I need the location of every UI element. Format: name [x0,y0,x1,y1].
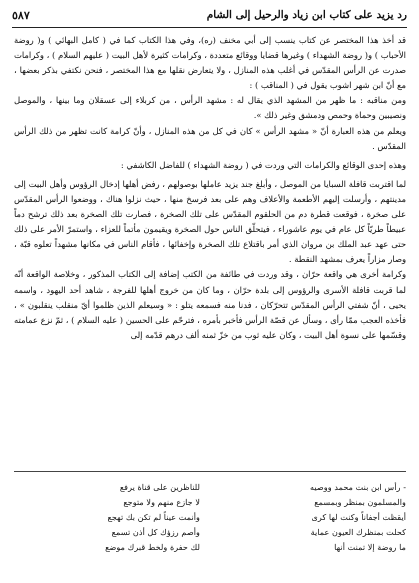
poem-second-hemistich: لا جازع منهم ولا متوجع [123,497,200,507]
paragraph: وهذه إحدى الوقائع والكرامات التي وردت في ( روضة الشهداء ) للفاضل الكاشفي : [120,159,406,170]
footnote-separator [14,471,406,472]
poem-first-hemistich: ما روضة إلا تمنت أنها [334,542,406,552]
poem-second-hemistich: لك حفرة ولخط قبرك موضع [105,542,200,552]
poem-line [18,540,406,555]
paragraph: ويعلم من هذه العبارة أنّ « مشهد الرأس » كان في كل من هذه المنازل ، وأنّ كرامة كانت تظهر من ذلك الرأس المقدّس . [14,125,406,151]
poem-first-hemistich: أيقظت أجفاناً وكنت لها كرى [311,512,406,522]
poem-first-hemistich: والمسلمون بمنظر وبمسمع [314,497,406,507]
poem-second-hemistich: وأنمت عيناً لم تكن بك تهجع [107,512,200,522]
poem-footnote [18,480,406,555]
running-title: رد يزيد على كتاب ابن زياد والرحيل إلى الشام [206,9,407,21]
poem-line [18,510,406,525]
poem-first-hemistich: كحلت بمنظرك العيون عماية [310,527,406,537]
poem-line [18,525,406,540]
paragraph: قد أخذ هذا المختصر عن كتاب ينسب إلى أبي مخنف (ره)، وفي هذا الكتاب كما في ( كامل البهائي ) و( روضة الأحباب ) و( روضة الشهداء ) وغيرها قضايا ووقائع متعددة ، وكرامات كثيرة لأهل البيت ( عليهم السلام ) ، وكرامات صدرت عن الرأس المقدّس في أغلب هذه المنازل ، ولا يتعارض نقلها مع هذا المختصر ، فنحن نكتفي بذكر بعضها ، مع أنّ ابن شهر اشوب يقول في ( المناقب ) : [14,35,406,91]
poem-first-hemistich: - رأس ابن بنت محمد ووصيه [310,482,406,492]
paragraph: ومن مناقبه : ما ظهر من المشهد الذي يقال له : مشهد الرأس ، من كربلاء إلى عسقلان وما بينها ، والموصل ونصيبين وحماة وحمص ودمشق وغير ذلك ». [14,95,406,121]
paragraph: لما اقتربت قافلة السبايا من الموصل ، وأبلغ جند يزيد عاملها بوصولهم ، رفض أهلها إدخال الرؤوس وأهل البيت إلى مدينتهم ، وأرسلت إليهم الأطعمة والأعلاف وهم على بعد فرسخ منها ، حيث نزلوا هناك ، ووضعوا الرأس المقدّس على صخرة ، فوقعت قطرة دم من الحلقوم المقدّس على تلك الصخرة ، فصارت تلك الصخرة بعد ذلك ترشح دماً عبيطاً طريّاً كل عام في يوم عاشوراء ، فيتحلّق الناس حول الصخرة ويقيمون مأتماً للعزاء ، واستمرّ الأمر على ذلك حتى عهد عبد الملك بن مروان الذي أمر باقتلاع تلك الصخرة وإخفائها ، فأقام الناس في مكانها مشهداً تعلوه قبّة ، وصار مزاراً يعرف بمشهد النقطة . [14,178,406,265]
poem-line [18,495,406,510]
poem-second-hemistich: وأصم رزؤك كل أذن تسمع [111,527,200,537]
page-number: ٥٨٧ [12,8,30,22]
header-rule [12,27,407,28]
body-text [14,33,406,343]
paragraph: وكرامة أخرى هي واقعة حرّان ، وقد وردت في طائفة من الكتب إضافة إلى الكتاب المذكور ، وخلاصة الواقعة أنّه لما قربت قافلة الأسرى والرؤوس إلى بلدة حرّان ، وما كان من خروج أهلها للفرجة ، شاهد أحد اليهود ، واسمه يحيى ، أنّ شفتي الرأس المقدّس تتحرّكان ، فدنا منه فسمعه يتلو : « وسيعلم الذين ظلموا أيّ منقلب ينقلبون » ، فأخذه العجب ممّا رأى ، وسأل عن قصّة الرأس فأخبر بأمره ، فترحّم على الحسين ( عليه السلام ) ، ثمّ نزع عمامته وقسّمها على نسوة أهل البيت ، وكان عليه ثوب من خزّ ثمنه ألف درهم قدّمه إلى [14,269,406,340]
poem-line [18,480,406,495]
poem-second-hemistich: للناظرين على قناة يرفع [119,482,200,492]
page-header [12,6,407,24]
